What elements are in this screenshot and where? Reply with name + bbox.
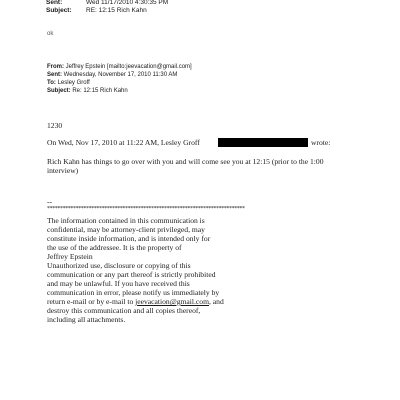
disclaimer-line-12: including all attachments. [47,315,126,324]
quoted-sent-value: Wednesday, November 17, 2010 11:30 AM [63,72,178,78]
disclaimer-line-8: and may be unlawful. If you have received this [47,279,190,288]
disclaimer-line-9: communication in error, please notify us immediately by [47,288,220,297]
quoted-subject-label: Subject: [47,88,71,94]
disclaimer-line-10 [47,297,224,306]
disclaimer-line-4: the use of the addressee. It is the property of [47,243,182,252]
disclaimer-line-1: The information contained in this communication is [47,216,205,225]
redaction-box [218,138,308,147]
signature-dashes: -- [47,197,53,206]
inner-line-2: interview) [47,166,79,175]
quoted-from-line [47,64,192,70]
quoted-to-line [47,80,90,86]
line10-before: return e-mail or by e-mail to [47,297,134,306]
quoted-subject-value: Re: 12:15 Rich Kahn [72,88,128,94]
quoted-from-value: Jeffrey Epstein [mailto:jeevacation@gmail.com] [65,64,192,70]
time-line: 1230 [47,121,63,130]
sent-label: Sent: [46,0,63,6]
reply-body: ok [47,31,54,37]
quoted-from-label: From: [47,64,64,70]
attribution-after: wrote: [311,138,331,147]
inner-line-1: Rich Kahn has things to go over with you and will come see you at 12:15 (prior to the 1:00 [47,157,324,166]
disclaimer-line-3: constitute inside information, and is intended only for [47,234,211,243]
line10-after: , and [209,297,224,306]
quoted-to-value: Lesley Groff [57,80,90,86]
quoted-sent-line [47,72,177,78]
email-link[interactable]: jeevacation@gmail.com [135,297,209,306]
subject-label: Subject: [46,7,72,14]
subject-value: RE: 12:15 Rich Kahn [86,7,147,14]
disclaimer-line-11: destroy this communication and all copies thereof, [47,306,201,315]
disclaimer-line-7: communication or any part thereof is strictly prohibited [47,270,216,279]
signature-stars: **************************************************************************** [47,206,245,212]
quoted-to-label: To: [47,80,56,86]
sent-value: Wed 11/17/2010 4:30:35 PM [86,0,169,6]
quoted-sent-label: Sent: [47,72,62,78]
disclaimer-line-5: Jeffrey Epstein [47,252,93,261]
disclaimer-line-2: confidential, may be attorney-client privileged, may [47,225,205,234]
disclaimer-line-6: Unauthorized use, disclosure or copying of this [47,261,191,270]
quoted-subject-line [47,88,128,94]
attribution-before: On Wed, Nov 17, 2010 at 11:22 AM, Lesley Groff [47,138,200,147]
